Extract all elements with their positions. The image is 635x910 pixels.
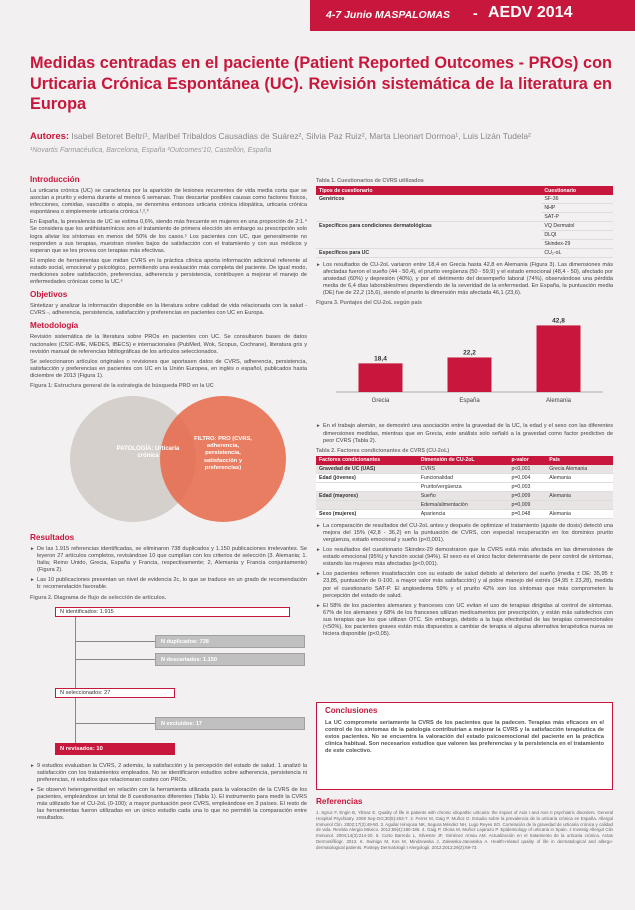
table-row: Skindex-29 xyxy=(316,240,613,249)
list-item: ► El 58% de los pacientes alemanes y franceses con UC evitan el uso de terapias dirigidas al control de síntomas. 67% de los alemanes y 68% de los franceses utilizan medicamentos por prescripción, y están más satisfechos con sus terapias que los que utilizan OTC. Sin embargo, debido a la baja efectividad de las terapias convencionales (<50%), los pacientes graves están más dispuestos a cambiar de terapia si alguna alternativa terapéutica nueva se hiciera disponible (p<0,05). xyxy=(316,603,613,638)
flow-identified: N identificados: 1.915 xyxy=(55,607,290,617)
figure2-caption: Figura 2. Diagrama de flujo de selección de artículos. xyxy=(30,594,167,601)
table-header: Dimensión de CU-2oL xyxy=(418,456,509,465)
table-cell xyxy=(316,482,418,491)
table-row xyxy=(316,500,613,509)
references-heading: Referencias xyxy=(316,797,363,806)
bar xyxy=(537,326,581,393)
table-cell: Gravedad de UC (UAS) xyxy=(316,465,418,474)
methods-heading: Metodología xyxy=(30,321,79,331)
list-item: ► 9 estudios evaluaban la CVRS, 2 además, la satisfacción y la percepción del estado de salud. 1 analizó la satisfacción con los tratamientos empleados. No se identificaron estudios sobre adherencia, persistencia ni preferencias, ni estudios que relacionaran costes con PROs. xyxy=(30,763,307,784)
intro-paragraph: El empleo de herramientas que midan CVRS en la práctica clínica aporta información adicional referente al estado social, emocional y psicológico, permitiendo una evaluación más completa del paciente. De igual modo, mediciones sobre satisfacción, preferencias, adherencia y persistencia, contribuyen a mejorar el manejo de enfermedades crónicas como la UC.⁶ xyxy=(30,257,307,286)
table-cell: p=0,009 xyxy=(508,491,546,500)
table1-caption: Tabla 1. Cuestionarios de CVRS utilizados xyxy=(316,178,424,184)
category-label: Grecia xyxy=(371,398,390,405)
table-cell: Apariencia xyxy=(418,509,509,518)
venn-right-label: FILTRO: PRO (CVRS, adherencia, persistencia, satisfacción y preferencias) xyxy=(194,435,252,471)
table-cell: Sexo (mujeres) xyxy=(316,509,418,518)
bar xyxy=(359,364,403,393)
results-more-list xyxy=(316,523,613,638)
table-cell: Prurito/vergüenza xyxy=(418,482,509,491)
table-cell: Alemania xyxy=(546,473,613,482)
flow-reviewed: N revisados: 10 xyxy=(55,743,175,755)
banner-separator: - xyxy=(473,5,478,21)
table-cell xyxy=(546,482,613,491)
table-row: SAT-P xyxy=(316,213,613,222)
event-banner xyxy=(310,0,635,31)
table-row xyxy=(316,482,613,491)
table2-caption: Tabla 2. Factores condicionantes de CVRS (CU-2oL) xyxy=(316,447,450,454)
table-header: Cuestionario xyxy=(541,186,613,195)
flow-discarded: N descartados: 1.150 xyxy=(155,653,305,666)
table2 xyxy=(316,456,613,519)
data-label: 18,4 xyxy=(374,355,387,363)
table-row xyxy=(316,491,613,500)
objectives-paragraph: Sintetizar y analizar la información disponible en la literatura sobre calidad de vida relacionada con la salud - CVRS -, adherencia, persistencia, satisfacción y preferencias en pacientes con UC en Europa. xyxy=(30,303,307,317)
table-cell: p<0,001 xyxy=(508,465,546,474)
table-header: País xyxy=(546,456,613,465)
table-cell: Grecia Alemania xyxy=(546,465,613,474)
figure1-caption: Figura 1: Estructura general de la estrategia de búsqueda PRO en la UC xyxy=(30,382,214,389)
table-header: Tipos de cuestionario xyxy=(316,186,541,195)
data-label: 42,8 xyxy=(552,317,565,325)
results2-list xyxy=(30,763,307,823)
table-row: DLQI xyxy=(316,231,613,240)
list-item: ► Los resultados de CU-2oL variaron entre 18,4 en Grecia hasta 42,8 en Alemania (Figura 3). Las dimensiones más afectadas fueron el sueño (44 - 50,4), el prurito vergüenza (50 - 59,9) y el estado emocional (48,4 - 50), afectado por ansiedad (60%) y depresión (40%), y por el detrimento del desempeño laboral (74%), observándose una pérdida media de 6,4 días laborables/mes dependiendo de la severidad de la enfermedad. En España, la puntuación media (DE) fue de 22,2 (15,6), siendo el prurito la dimensión más afectada 46,1 (23,6). xyxy=(316,262,613,297)
figure3-caption: Figura 3. Puntajes del CU-2oL según país xyxy=(316,300,422,307)
table-cell xyxy=(546,500,613,509)
table-cell: Alemania xyxy=(546,491,613,500)
methods-paragraph: Se seleccionaron artículos originales o revisiones que aportasen datos de CVRS, adherencia, persistencia, satisfacción y preferencias en pacientes con UC en la Unión Europea, en inglés o español, publicados hasta diciembre de 2013 (Figura 1). xyxy=(30,358,307,379)
results-cu2ol-list xyxy=(316,262,613,297)
intro-paragraph: En España, la prevalencia de UC se estima 0,6%, siendo más frecuente en mujeres en una proporción de 2:1.⁴ Se considera que los antihistamínicos son el tratamiento de primera elección sin embargo su prescripción solo logra aliviar los síntomas en menos del 50% de los casos.⁵ Los pacientes con UC, que generalmente no responden a sus terapias, muestran niveles bajos de satisfacción con el tratamiento y con sus médicos y esperan que se les provea con terapias más efectivas. xyxy=(30,219,307,254)
bar xyxy=(448,358,492,393)
flow-excluded: N excluidos: 17 xyxy=(155,717,305,730)
results-list xyxy=(30,546,307,592)
table-cell: CVRS xyxy=(418,465,509,474)
venn-left-label: PATOLOGÍA: Urticaria crónica xyxy=(116,445,180,460)
list-item: ► De las 1.915 referencias identificadas, se eliminaron 738 duplicados y 1.150 publicaciones irrelevantes. Se leyeron 27 artículos completos, revisándose 10 que cumplían con los criterios de selección (3. Alemania; 1. Italia; Reino Unido, Grecia, España y Francia, respectivamente; 2, Alemania y Francia conjuntamente) (Figura 2). xyxy=(30,546,307,574)
table-cell: Edad (jóvenes) xyxy=(316,473,418,482)
authors-names: Isabel Betoret Beltrí¹, Maribel Tribaldos Causadias de Suárez², Silvia Paz Ruiz², Marta Lleonart Dormoa¹, Luis Lizán Tudela² xyxy=(71,131,531,141)
table-header: Factores condicionantes xyxy=(316,456,418,465)
flow-connector xyxy=(75,613,76,748)
table-row xyxy=(316,509,613,518)
methods-paragraph: Revisión sistemática de la literatura sobre PROs en pacientes con UC. Se consultaron bases de datos nacionales (CSIC-IME, MEDES, IBECS) e internacionales (PubMed, Wok, Scopus, Cochrane), literatura gris y revisión manual de referencias bibliográficas de los artículos seleccionados. xyxy=(30,334,307,355)
table-row: Específicos para UC CU₂-oL xyxy=(316,249,613,258)
table-cell: p=0,009 xyxy=(508,500,546,509)
conclusions-box xyxy=(316,702,613,790)
table-cell: p=0,004 xyxy=(508,473,546,482)
table-cell: Sueño xyxy=(418,491,509,500)
table-row xyxy=(316,465,613,474)
intro-heading: Introducción xyxy=(30,175,80,184)
intro-paragraph: La urticaria crónica (UC) se caracteriza por la aparición de lesiones recurrentes de vida media corta que se asocian a prurito y edema durante al menos 6 semanas. Tras descartar posibles causas como factores físicos, infecciones, comidas, vasculitis o atopia, se denomina entonces urticaria crónica idiopática, urticaria crónica espontánea o simplemente urticaria crónica.¹,²,³ xyxy=(30,188,307,216)
data-label: 22,2 xyxy=(463,349,476,357)
table-cell: p=0,003 xyxy=(508,482,546,491)
conclusions-text: La UC compromete seriamente la CVRS de los pacientes que la padecen. Terapias más eficaces en el control de los síntomas de la patología contribuirían a mejorar la CVRS y la satisfacción terapéutica de estos pacientes. No se encuentra la valoración del estado psicoemocional del paciente en la práctica clínica habitual. Son necesarios estudios que valoren las preferencias y la persistencia en el tratamiento de este colectivo. xyxy=(325,720,604,754)
conference-name: AEDV 2014 xyxy=(488,4,573,21)
references-section xyxy=(316,797,613,851)
table-row: Genéricos SF-36 xyxy=(316,195,613,204)
table-cell: Edad (mayores) xyxy=(316,491,418,500)
table-cell: Edema/alimentación xyxy=(418,500,509,509)
category-label: España xyxy=(459,398,480,405)
category-label: Alemania xyxy=(545,398,572,405)
flow-duplicates: N duplicados: 738 xyxy=(155,635,305,648)
references-text: 1. Sgruz F, Engin B, Yilmaz E. Quality of life in patients with chronic idiopathic urticaria: the impact of Axis I and Axis II psychiatric disorders. General Hospital Psychiatry. 2008 Sep-Oct;30(5):453-7. 2. Ferrer M, Gaig P, Muñoz D. Estudio sobre la prevalencia de la urticaria crónica en España. Allergol Immunol Clin. 2002;17(2):49-50. 3. Aguilar Hinojosa NK, Segura Méndez NH, Lugo Reyes SO. Correlación de la gravedad de urticaria crónica y calidad de vida. Revista Alergia México. 2012;59(4):180-186. 4. Gaig P, Olona M, Muñoz Lejarazu P. Epidemiology of urticaria in Spain. J Investig Allergol Clin Immunol. 2004;14(3):214-20. 5. Curto Barredo L, Silvestre JF, Giménez Arnau AM. Actualización en el tratamiento de la urticaria crónica. Actas Dermosifiliogr. 2013. 6. Swiniga M, Kos M, Mindzewska J, Zalewska-Janowska A. Health-related quality of life in dermatological and allergo-dermatological patients. Postepy Dermatologii I Alergologii. 2012;2012;29(2):69-73. xyxy=(316,810,613,850)
table-row: NHP xyxy=(316,204,613,213)
table-cell: Funcionalidad xyxy=(418,473,509,482)
results-heading: Resultados xyxy=(30,532,75,542)
conclusions-heading: Conclusiones xyxy=(317,703,612,718)
authors-line xyxy=(30,131,620,142)
list-item: ► Se observó heterogeneidad en relación con la herramienta utilizada para la valoración de la CVRS de los pacientes, empleándose un total de 8 cuestionarios diferentes (Tabla 1). El instrumento para medir la CVRS más utilizado fue el CU-2oL (0-100); a mayor puntuación peor CVRS, empleándose en 3 países. El resto de las herramientas fueron utilizadas en un único estudio cada una lo que no permitió la comparación entre resultados. xyxy=(30,787,307,822)
bar-chart xyxy=(316,308,613,416)
list-item: ► Los resultados del cuestionario Skindex-29 demostraron que la CVRS está más afectada en las dimensiones de estado emocional (95%) y función social (94%). El sexo es el único factor determinante de peor control de síntomas, estando las mujeres más afectadas (p<0,001). xyxy=(316,547,613,568)
objectives-heading: Objetivos xyxy=(30,290,68,300)
table-row: Específicos para condiciones dermatológicas VQ Dermatol xyxy=(316,222,613,231)
table1 xyxy=(316,186,613,258)
table-cell: Alemania xyxy=(546,509,613,518)
list-item: ► La comparación de resultados del CU-2oL antes y después de optimizar el tratamiento (ajuste de dosis) detectó una mejora del 15% (42,8 - 36,2) en la puntuación de CVRS, con especial recuperación en los dominios prurito vergüenza, estado emocional y sueño (p<0,001). xyxy=(316,523,613,544)
flow-selected: N seleccionados: 27 xyxy=(55,688,175,698)
left-column xyxy=(30,175,307,825)
table-cell: p=0,048 xyxy=(508,509,546,518)
table-header: p-valor xyxy=(508,456,546,465)
list-item: ► Las 10 publicaciones presentan un nivel de evidencia 2c, lo que se traduce en un grado de recomendación b: recomendación favorable. xyxy=(30,577,307,591)
event-dates: 4-7 Junio MASPALOMAS xyxy=(326,9,451,21)
poster-title: Medidas centradas en el paciente (Patient Reported Outcomes - PROs) con Urticaria Crónica Espontánea (UC). Revisión sistemática de la literatura en Europa xyxy=(30,54,612,113)
table-row xyxy=(316,473,613,482)
right-column xyxy=(316,176,613,641)
affiliations: ¹Novartis Farmacéutica, Barcelona, España ²Outcomes'10, Castellón, España xyxy=(30,147,272,154)
venn-diagram xyxy=(30,391,315,531)
flow-diagram xyxy=(30,603,307,763)
list-item: ► Los pacientes refieren insatisfacción con su estado de salud debido al deterioro del sueño (media ± DE: 35,95 ± 23,85, puntuación de 0-100, a mayor valor más satisfacción) y al pobre manejo del estrés (34,95 ± 23,28), medida por el cuestionario SAT-P. El angioedema 59% y el prurito 42% son los síntomas que más comprometen la percepción del estado de salud. xyxy=(316,571,613,599)
results-german-list xyxy=(316,423,613,444)
authors-label: Autores: xyxy=(30,131,70,142)
table-cell xyxy=(316,500,418,509)
list-item: ► En el trabajo alemán, se demostró una asociación entre la gravedad de la UC, la edad y el sexo con las diferentes dimensiones medidas, mientras que en Grecia, este análisis solo señaló a la gravedad como factor predictivo de peor CVRS (Tabla 2). xyxy=(316,423,613,444)
